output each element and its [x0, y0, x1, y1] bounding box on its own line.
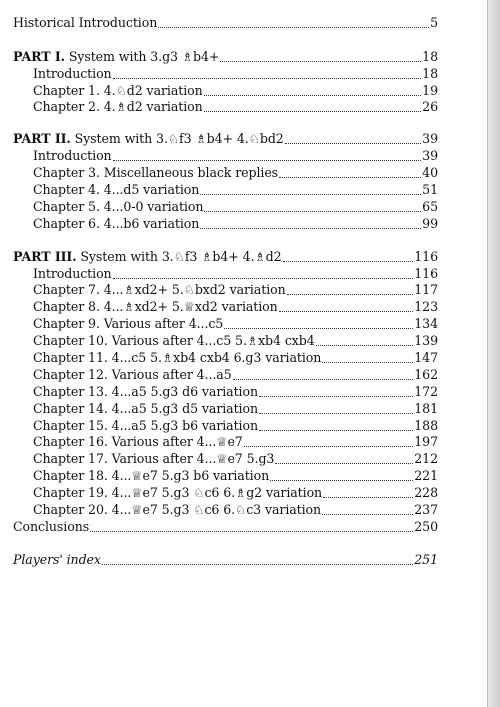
dot-leader — [204, 210, 421, 212]
toc-entry — [13, 282, 438, 299]
toc-entry-title: Introduction — [33, 265, 112, 281]
toc-entry-page: 251 — [414, 551, 438, 567]
toc-entry — [13, 467, 438, 484]
dot-leader — [285, 142, 421, 144]
toc-entry-title: Chapter 1. 4.♘d2 variation — [33, 82, 203, 98]
toc-entry-page: 162 — [414, 366, 438, 382]
page-edge-shadow — [487, 0, 500, 707]
toc-entry-title: Chapter 6. 4...b6 variation — [33, 215, 200, 231]
toc-entry-title: Chapter 16. Various after 4...♕e7 — [33, 434, 243, 450]
dot-leader — [322, 513, 413, 515]
toc-entry — [13, 332, 438, 349]
part-title: System with 3.g3 ♗b4+ — [68, 48, 220, 64]
toc-entry — [13, 501, 438, 518]
part-label: PART III. — [13, 248, 77, 264]
toc-entry-page: 19 — [422, 82, 438, 98]
toc-part-1 — [13, 48, 438, 65]
toc-entry — [13, 366, 438, 383]
dot-leader — [102, 563, 413, 565]
toc-entry-title: Chapter 12. Various after 4...a5 — [33, 366, 232, 382]
toc-entry-page: 147 — [414, 350, 438, 366]
toc-entry-title: Players' index — [13, 551, 101, 567]
dot-leader — [233, 378, 414, 380]
toc-entry-page: 212 — [414, 451, 438, 467]
toc-entry-page: 99 — [422, 215, 438, 231]
toc-entry-page: 18 — [422, 65, 438, 81]
toc-entry — [13, 349, 438, 366]
toc-entry — [13, 99, 438, 116]
toc-entry — [13, 315, 438, 332]
toc-entry-page: 65 — [422, 198, 438, 214]
dot-leader — [283, 260, 414, 262]
dot-leader — [158, 26, 429, 28]
dot-leader — [200, 193, 421, 195]
toc-entry-title: Chapter 14. 4...a5 5.g3 d5 variation — [33, 400, 258, 416]
toc-entry-historical-introduction — [13, 14, 438, 31]
toc-entry-title: Chapter 13. 4...a5 5.g3 d6 variation — [33, 383, 258, 399]
toc-entry — [13, 298, 438, 315]
toc-entry-page: 237 — [414, 502, 438, 518]
toc-entry-title: Historical Introduction — [13, 14, 158, 30]
dot-leader — [275, 462, 413, 464]
toc-entry-title: Chapter 8. 4...♗xd2+ 5.♕xd2 variation — [33, 299, 278, 315]
toc-entry-page: 134 — [414, 316, 438, 332]
dot-leader — [322, 361, 413, 363]
toc-entry-page: 181 — [414, 400, 438, 416]
toc-entry — [13, 164, 438, 181]
dot-leader — [244, 445, 414, 447]
toc-entry — [13, 65, 438, 82]
part-label: PART I. — [13, 48, 65, 64]
toc-entry-page: 123 — [414, 299, 438, 315]
toc-part-3 — [13, 248, 438, 265]
dot-leader — [224, 327, 413, 329]
toc-entry-title: Chapter 19. 4...♕e7 5.g3 ♘c6 6.♗g2 variation — [33, 485, 323, 501]
part-title: System with 3.♘f3 ♗b4+ 4.♘bd2 — [74, 131, 284, 147]
toc-entry-title: Introduction — [33, 148, 112, 164]
toc-entry-page: 18 — [422, 48, 438, 64]
toc-entry-title: Chapter 10. Various after 4...c5 5.♗xb4 cxb4 — [33, 333, 315, 349]
toc-entry — [13, 484, 438, 501]
dot-leader — [113, 77, 422, 79]
toc-entry — [13, 450, 438, 467]
toc-entry-page: 39 — [422, 131, 438, 147]
toc-entry-title: Conclusions — [13, 518, 90, 534]
toc-entry — [13, 383, 438, 400]
toc-entry-page: 188 — [414, 417, 438, 433]
toc-entry-page: 40 — [422, 165, 438, 181]
toc-entry-page: 172 — [414, 383, 438, 399]
toc-entry-title: Chapter 17. Various after 4...♕e7 5.g3 — [33, 451, 275, 467]
toc-entry — [13, 82, 438, 99]
dot-leader — [270, 479, 413, 481]
toc-entry-page: 116 — [414, 265, 438, 281]
dot-leader — [204, 94, 422, 96]
dot-leader — [316, 344, 414, 346]
toc-entry-page: 39 — [422, 148, 438, 164]
table-of-contents — [13, 14, 438, 568]
toc-entry-title: Introduction — [33, 65, 112, 81]
toc-entry-players-index — [13, 551, 438, 568]
toc-entry — [13, 198, 438, 215]
dot-leader — [200, 227, 421, 229]
toc-entry — [13, 215, 438, 232]
toc-entry-page: 250 — [414, 518, 438, 534]
toc-entry-title: Chapter 7. 4...♗xd2+ 5.♘bxd2 variation — [33, 282, 286, 298]
toc-entry-page: 197 — [414, 434, 438, 450]
dot-leader — [259, 429, 413, 431]
toc-entry-page: 116 — [414, 248, 438, 264]
toc-entry-title: Chapter 15. 4...a5 5.g3 b6 variation — [33, 417, 258, 433]
toc-part-2 — [13, 130, 438, 147]
toc-entry-conclusions — [13, 518, 438, 535]
dot-leader — [279, 176, 421, 178]
toc-entry-page: 51 — [422, 182, 438, 198]
dot-leader — [204, 110, 422, 112]
toc-entry-title: Chapter 3. Miscellaneous black replies — [33, 165, 279, 181]
toc-entry-title: Chapter 2. 4.♗d2 variation — [33, 99, 203, 115]
toc-entry — [13, 181, 438, 198]
toc-entry-title: Chapter 11. 4...c5 5.♗xb4 cxb4 6.g3 variation — [33, 350, 322, 366]
toc-entry-page: 5 — [430, 14, 438, 30]
toc-entry — [13, 265, 438, 282]
toc-entry — [13, 434, 438, 451]
part-title: System with 3.♘f3 ♗b4+ 4.♗d2 — [80, 248, 282, 264]
toc-entry-page: 221 — [414, 468, 438, 484]
toc-entry-page: 117 — [414, 282, 438, 298]
dot-leader — [259, 395, 413, 397]
toc-entry — [13, 417, 438, 434]
dot-leader — [113, 277, 414, 279]
toc-entry-title: Chapter 9. Various after 4...c5 — [33, 316, 224, 332]
toc-entry — [13, 400, 438, 417]
dot-leader — [287, 293, 414, 295]
dot-leader — [279, 310, 414, 312]
part-label: PART II. — [13, 131, 71, 147]
dot-leader — [259, 412, 413, 414]
toc-entry-page: 26 — [422, 99, 438, 115]
dot-leader — [90, 530, 413, 532]
toc-entry — [13, 147, 438, 164]
toc-entry-title: Chapter 18. 4...♕e7 5.g3 b6 variation — [33, 468, 270, 484]
toc-entry-page: 139 — [414, 333, 438, 349]
toc-entry-page: 228 — [414, 485, 438, 501]
toc-entry-title: Chapter 4. 4...d5 variation — [33, 182, 200, 198]
dot-leader — [220, 60, 421, 62]
toc-entry-title: Chapter 20. 4...♕e7 5.g3 ♘c6 6.♘c3 variation — [33, 502, 322, 518]
dot-leader — [113, 159, 422, 161]
dot-leader — [323, 496, 413, 498]
toc-entry-title: Chapter 5. 4...0-0 variation — [33, 198, 204, 214]
